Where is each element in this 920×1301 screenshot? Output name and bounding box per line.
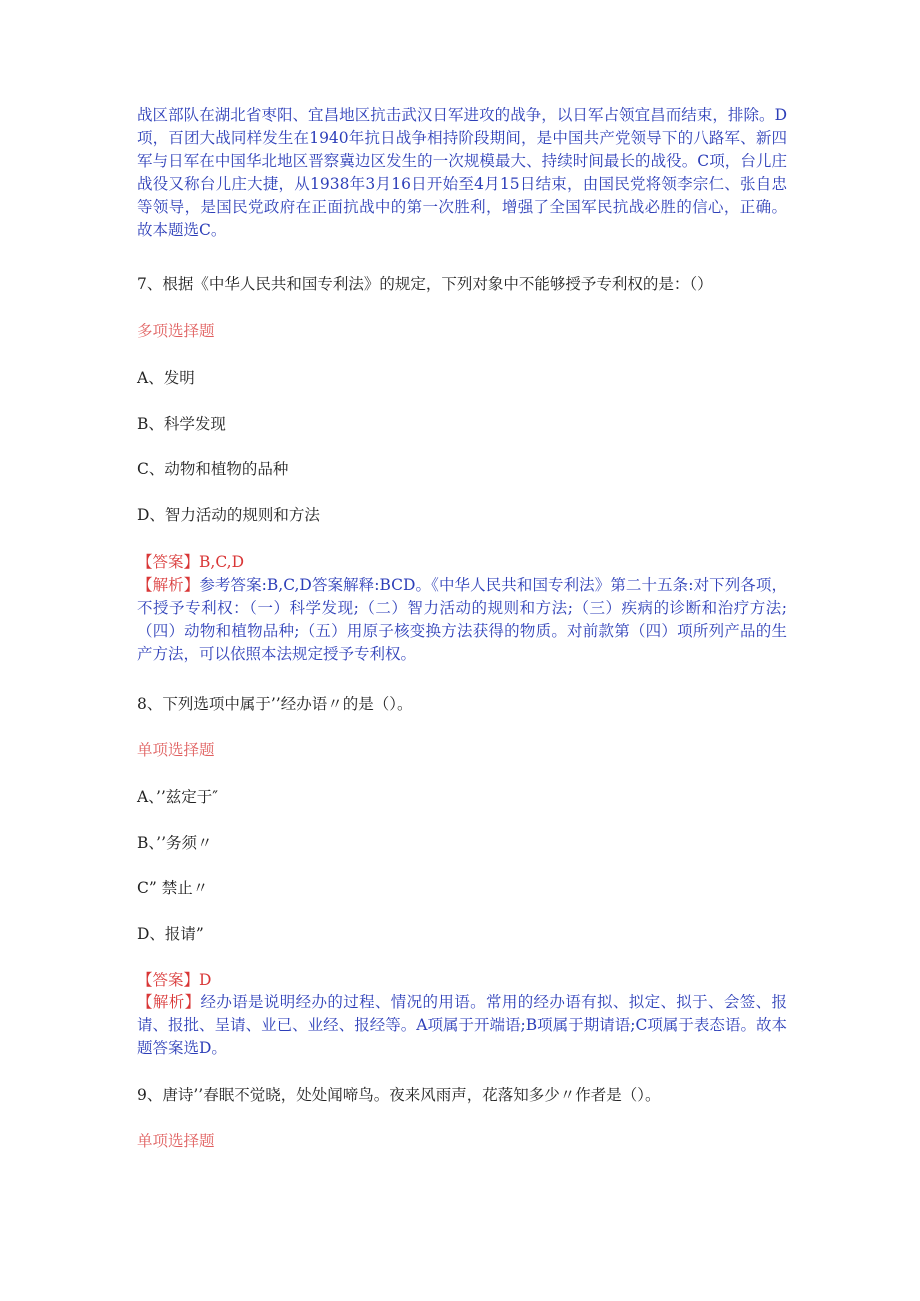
question-8-answer	[137, 969, 787, 991]
question-9-text: 9、唐诗’’春眠不觉晓，处处闻啼鸟。夜来风雨声，花落知多少〃作者是（）。	[137, 1086, 661, 1104]
answer-label: 【答案】	[137, 553, 200, 571]
intro-analysis-text: 战区部队在湖北省枣阳、宜昌地区抗击武汉日军进攻的战争，以日军占领宜昌而结束，排除。D项，百团大战同样发生在1940年抗日战争相持阶段期间，是中国共产党领导下的八路军、新四军与日军在中国华北地区晋察冀边区发生的一次规模最大、持续时间最长的战役。C项，台儿庄战役又称台儿庄大捷，从1938年3月16日开始至4月15日结束，由国民党将领李宗仁、张自忠等领导，是国民党政府在正面抗战中的第一次胜利，增强了全国军民抗战必胜的信心，正确。故本题选C。	[137, 106, 787, 239]
question-9-type: 单项选择题	[137, 1132, 215, 1150]
question-8-option-c: C” 禁止〃	[137, 879, 209, 897]
question-8-option-a: A、’’兹定于″	[137, 788, 219, 806]
question-7-type: 多项选择题	[137, 322, 215, 340]
question-8-analysis	[137, 991, 787, 1060]
analysis-text: 经办语是说明经办的过程、情况的用语。常用的经办语有拟、拟定、拟于、会签、报请、报批、呈请、业已、业经、报经等。A项属于开端语;B项属于期请语;C项属于表态语。故本题答案选D。	[137, 993, 787, 1057]
analysis-label: 【解析】	[137, 993, 201, 1011]
question-8-option-b: B、’’务须〃	[137, 834, 213, 852]
question-7-option-d: D、智力活动的规则和方法	[137, 506, 320, 524]
question-7-option-c: C、动物和植物的品种	[137, 460, 289, 478]
analysis-text: 参考答案:B,C,D答案解释:BCD。《中华人民共和国专利法》第二十五条:对下列各项，不授予专利权：（一）科学发现;（二）智力活动的规则和方法;（三）疾病的诊断和治疗方法;（四）动物和植物品种;（五）用原子核变换方法获得的物质。对前款第（四）项所列产品的生产方法，可以依照本法规定授予专利权。	[137, 576, 787, 663]
question-7-analysis	[137, 574, 787, 666]
question-7-option-a: A、发明	[137, 369, 195, 387]
question-8-text: 8、下列选项中属于’’经办语〃的是（）。	[137, 695, 413, 713]
answer-value: D	[199, 971, 212, 989]
answer-label: 【答案】	[137, 971, 200, 989]
question-8-type: 单项选择题	[137, 741, 215, 759]
question-7-option-b: B、科学发现	[137, 415, 226, 433]
question-7-text: 7、根据《中华人民共和国专利法》的规定，下列对象中不能够授予专利权的是：（）	[137, 275, 713, 293]
question-7-answer	[137, 551, 787, 573]
answer-value: B,C,D	[199, 553, 244, 571]
question-8-option-d: D、报请”	[137, 925, 204, 943]
analysis-label: 【解析】	[137, 576, 200, 594]
